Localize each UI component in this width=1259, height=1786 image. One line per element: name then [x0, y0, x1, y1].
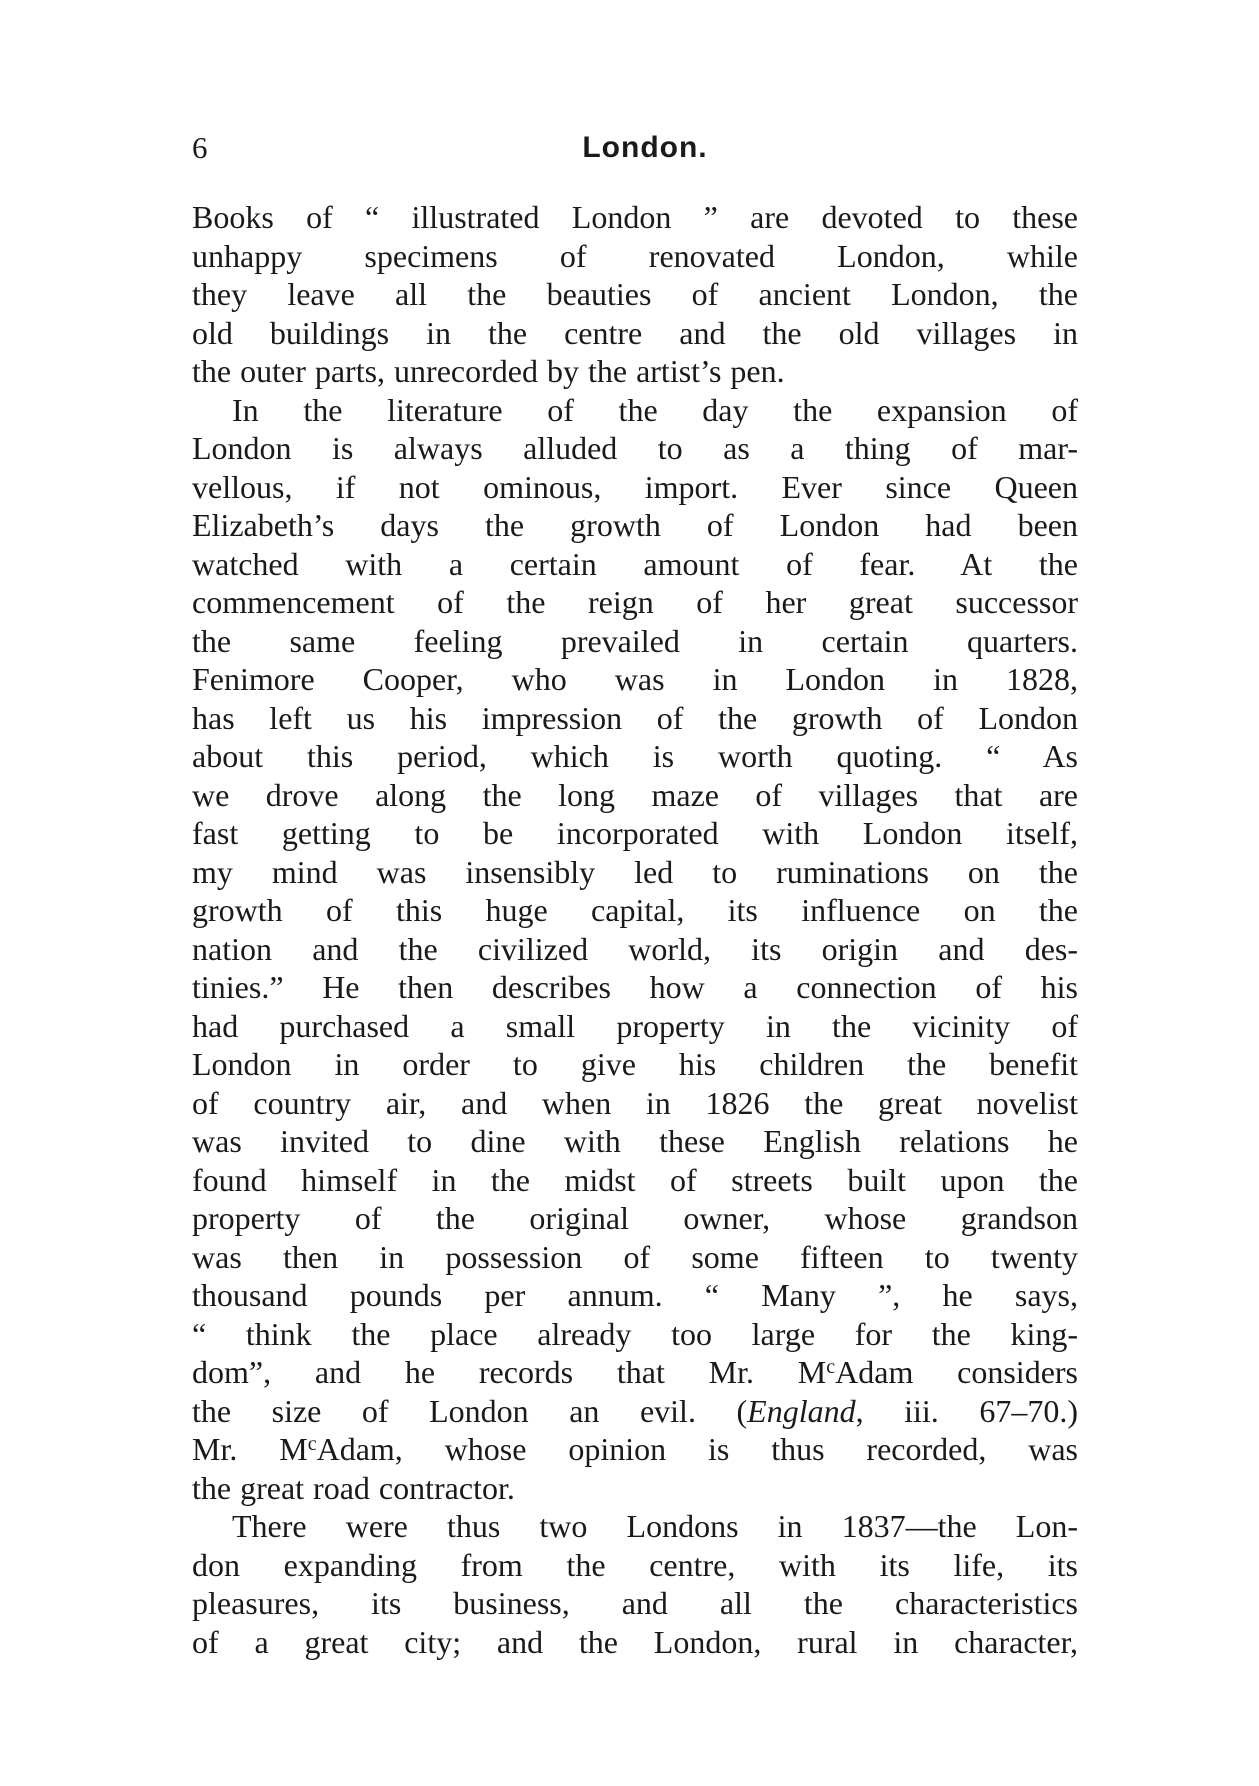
text-line: London is always alluded to as a thing of mar- [192, 430, 1078, 466]
text-line: unhappy specimens of renovated London, while [192, 237, 1078, 274]
text-line: “ think the place already too large for the king- [192, 1315, 1078, 1352]
text-line: commencement of the reign of her great successor [192, 584, 1078, 620]
running-header [192, 128, 1078, 168]
text-line [192, 1430, 1078, 1469]
text-line: of country air, and when in 1826 the great novelist [192, 1084, 1078, 1121]
text-line: had purchased a small property in the vicinity of [192, 1007, 1078, 1044]
text-line: old buildings in the centre and the old villages in [192, 314, 1078, 351]
text-line: they leave all the beauties of ancient London, the [192, 276, 1078, 312]
text-line: Elizabeth’s days the growth of London had been [192, 507, 1078, 543]
text-line: of a great city; and the London, rural in character, [192, 1623, 1078, 1660]
text-line: Fenimore Cooper, who was in London in 1828, [192, 661, 1078, 697]
text-line: about this period, which is worth quoting. “ As [192, 738, 1078, 774]
text-line: pleasures, its business, and all the characteristics [192, 1585, 1078, 1621]
text-line: tinies.” He then describes how a connection of his [192, 969, 1078, 1005]
text-line: watched with a certain amount of fear. At the [192, 545, 1078, 582]
superscript-c: c [307, 1433, 317, 1455]
text-line: nation and the civilized world, its origin and des- [192, 930, 1078, 967]
text-line: my mind was insensibly led to ruminations on the [192, 853, 1078, 890]
text-line: Books of “ illustrated London ” are devoted to these [192, 199, 1078, 235]
text-line: property of the original owner, whose grandson [192, 1200, 1078, 1236]
text-line: the great road contractor. [192, 1469, 515, 1506]
text-line: growth of this huge capital, its influence on the [192, 892, 1078, 928]
text-line: the same feeling prevailed in certain quarters. [192, 622, 1078, 659]
text-run: , iii. 67–70.) [855, 1392, 1079, 1429]
superscript-c: c [826, 1356, 836, 1378]
italic-title: England [747, 1392, 856, 1429]
text-line: the outer parts, unrecorded by the artist’s pen. [192, 353, 785, 389]
text-line: was then in possession of some fifteen to twenty [192, 1238, 1078, 1275]
text-line: found himself in the midst of streets built upon the [192, 1161, 1078, 1198]
text-run: dom”, and he records that Mr. M [192, 1354, 827, 1390]
text-run: Adam considers [835, 1354, 1079, 1390]
text-run: Mr. M [192, 1431, 308, 1467]
page-number: 6 [192, 130, 208, 165]
text-run: Adam, whose opinion is thus recorded, was [316, 1431, 1079, 1467]
body-text [192, 198, 1078, 1661]
running-head-title: London. [582, 131, 708, 164]
text-line: vellous, if not ominous, import. Ever since Queen [192, 468, 1078, 505]
text-line: thousand pounds per annum. “ Many ”, he says, [192, 1277, 1078, 1313]
text-line: was invited to dine with these English relations he [192, 1123, 1078, 1159]
text-line: London in order to give his children the benefit [192, 1046, 1078, 1082]
text-line: has left us his impression of the growth of London [192, 699, 1078, 736]
text-line: we drove along the long maze of villages that are [192, 776, 1078, 813]
text-line: don expanding from the centre, with its life, its [192, 1546, 1078, 1583]
text-line: fast getting to be incorporated with London itself, [192, 815, 1078, 851]
text-line [192, 1392, 1078, 1431]
text-line: In the literature of the day the expansion of [232, 391, 1078, 428]
text-run: the size of London an evil. ( [192, 1392, 748, 1429]
text-line: There were thus two Londons in 1837—the Lon- [232, 1508, 1078, 1544]
text-line [192, 1353, 1078, 1392]
